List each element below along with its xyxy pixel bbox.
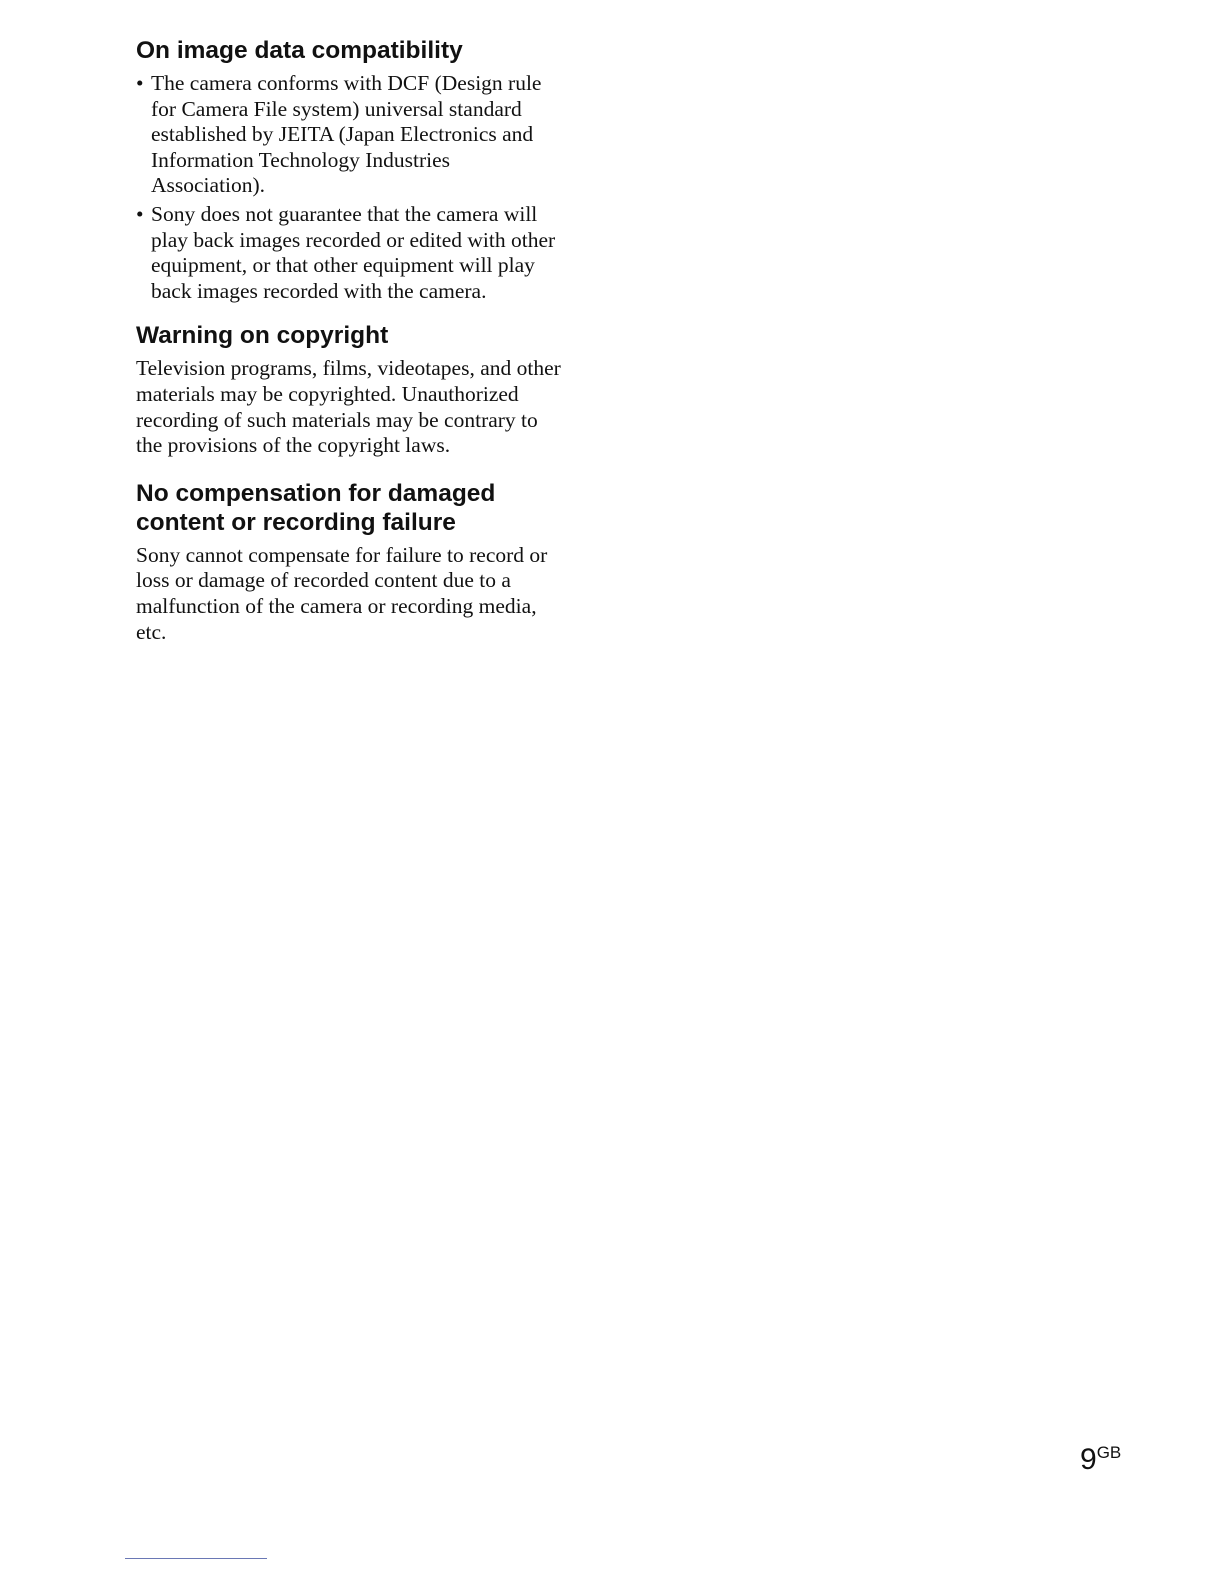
footer-divider: [125, 1558, 267, 1559]
bullet-list: [136, 71, 568, 304]
section-paragraph: Sony cannot compensate for failure to record or loss or damage of recorded content due to a malfunction of the camera or recording media, etc.: [136, 542, 548, 644]
section-heading: No compensation for damaged content or recording failure: [136, 479, 496, 536]
section-heading: Warning on copyright: [136, 322, 389, 350]
bullet-icon: •: [136, 71, 144, 95]
bullet-icon: •: [136, 201, 144, 226]
list-item: [136, 71, 568, 199]
section-heading: On image data compatibility: [136, 37, 463, 64]
list-item-text: Sony does not guarantee that the camera will play back images recorded or edited with other equipment, or that other equipment will play back images recorded with the camera.: [151, 201, 556, 303]
section-image-data-compatibility: [136, 36, 568, 304]
page-number-suffix: GB: [1096, 1443, 1122, 1462]
content-column: [136, 36, 568, 645]
page-number-value: 9: [1080, 1443, 1096, 1476]
section-no-compensation: [136, 479, 568, 645]
section-paragraph: Television programs, films, videotapes, and other materials may be copyrighted. Unauthorized recording of such materials may be contrary to the provisions of the copyright laws.: [136, 356, 561, 458]
list-item: [136, 202, 568, 304]
page-number: [1080, 1442, 1121, 1478]
section-warning-on-copyright: [136, 321, 568, 458]
list-item-text: The camera conforms with DCF (Design rule for Camera File system) universal standard established by JEITA (Japan Electronics and Information Technology Industries Association).: [151, 71, 542, 198]
